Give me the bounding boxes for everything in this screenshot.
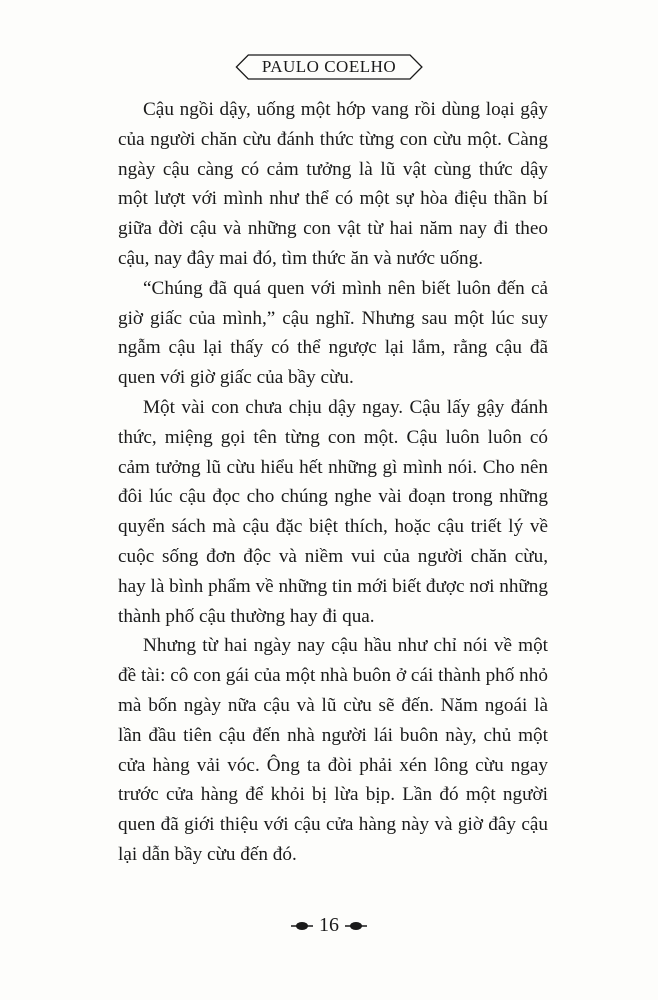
ornament-left-icon	[291, 921, 313, 931]
author-name: PAULO COELHO	[261, 57, 397, 76]
paragraph: Cậu ngồi dậy, uống một hớp vang rồi dùng loại gậy của người chăn cừu đánh thức từng con cừu một. Càng ngày cậu càng có cảm tưởng là lũ vật cùng thức dậy một lượt với mình như thể có một sự hòa điệu thần bí giữa đời cậu và những con vật từ hai năm nay đi theo cậu, nay đây mai đó, tìm thức ăn và nước uống.	[118, 99, 548, 269]
page-footer	[0, 914, 658, 937]
running-header	[0, 54, 658, 80]
ornament-right-icon	[345, 921, 367, 931]
paragraph: Một vài con chưa chịu dậy ngay. Cậu lấy gậy đánh thức, miệng gọi tên từng con một. Cậu luôn luôn có cảm tưởng lũ cừu hiểu hết những gì mình nói. Cho nên đôi lúc cậu đọc cho chúng nghe vài đoạn trong những quyển sách mà cậu đặc biệt thích, hoặc cậu triết lý về cuộc sống đơn độc và niềm vui của người chăn cừu, hay là bình phẩm về những tin mới biết được nơi những thành phố cậu thường hay đi qua.	[118, 396, 548, 627]
paragraph: “Chúng đã quá quen với mình nên biết luôn đến cả giờ giấc của mình,” cậu nghĩ. Nhưng sau một lúc suy ngẫm cậu lại thấy có thể ngược lại lắm, rằng cậu đã quen với giờ giấc của bầy cừu.	[118, 277, 548, 389]
paragraph: Nhưng từ hai ngày nay cậu hầu như chỉ nói về một đề tài: cô con gái của một nhà buôn ở cái thành phố nhỏ mà bốn ngày nữa cậu và lũ cừu sẽ đến. Năm ngoái là lần đầu tiên cậu đến nhà người lái buôn này, chủ một cửa hàng vải vóc. Ông ta đòi phải xén lông cừu ngay trước cửa hàng để khỏi bị lừa bịp. Lần đó một người quen đã giới thiệu với cậu cửa hàng này và giờ đây cậu lại dẫn bầy cừu đến đó.	[118, 635, 548, 865]
page-number: 16	[319, 914, 339, 936]
author-banner	[234, 54, 424, 80]
page-body	[118, 95, 548, 870]
